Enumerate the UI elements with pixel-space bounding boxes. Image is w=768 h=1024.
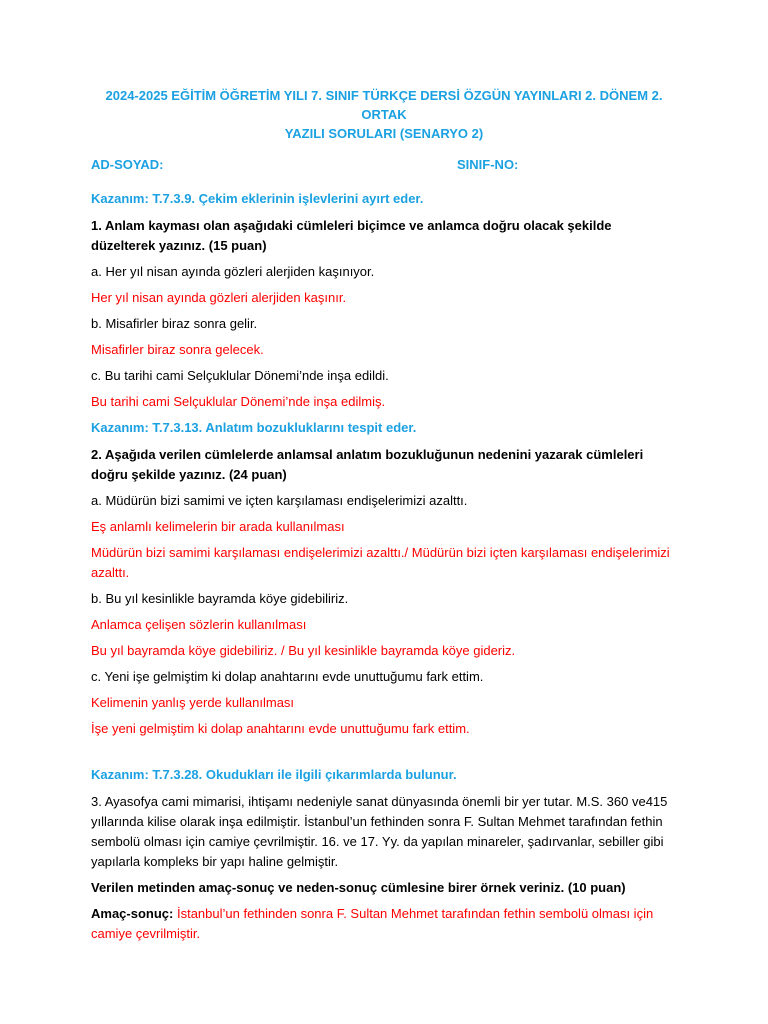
sinif-no-label: SINIF-NO: xyxy=(457,157,519,172)
q3-amac-sonuc xyxy=(91,904,677,944)
title-line-1: 2024-2025 EĞİTİM ÖĞRETİM YILI 7. SINIF TÜRKÇE DERSİ ÖZGÜN YAYINLARI 2. DÖNEM 2. ORTAK xyxy=(105,88,663,122)
question-1: 1. Anlam kayması olan aşağıdaki cümleleri biçimce ve anlamca doğru olacak şekilde düzelterek yazınız. (15 puan) xyxy=(91,218,612,253)
q1-b-text: b. Misafirler biraz sonra gelir. xyxy=(91,316,258,331)
q2-b-text: b. Bu yıl kesinlikle bayramda köye gidebiliriz. xyxy=(91,591,349,606)
amac-sonuc-answer: İstanbul’un fethinden sonra F. Sultan Mehmet tarafından fethin sembolü olması için camiye çevrilmiştir. xyxy=(91,906,654,941)
q1-c-answer: Bu tarihi cami Selçuklular Dönemi’nde inşa edilmiş. xyxy=(91,394,386,409)
q2-b-reason: Anlamca çelişen sözlerin kullanılması xyxy=(91,617,307,632)
kazanim-3: Kazanım: T.7.3.28. Okudukları ile ilgili çıkarımlarda bulunur. xyxy=(91,767,457,782)
q1-a-answer: Her yıl nisan ayında gözleri alerjiden kaşınır. xyxy=(91,290,347,305)
title-line-2: YAZILI SORULARI (SENARYO 2) xyxy=(284,126,484,141)
q1-b-answer: Misafirler biraz sonra gelecek. xyxy=(91,342,264,357)
q2-c-answer: İşe yeni gelmiştim ki dolap anahtarını evde unuttuğumu fark ettim. xyxy=(91,721,470,736)
section-spacer xyxy=(91,745,677,765)
q2-a-answer: Müdürün bizi samimi karşılaması endişelerimizi azalttı./ Müdürün bizi içten karşılaması endişelerimizi azalttı. xyxy=(91,545,670,580)
question-3: Verilen metinden amaç-sonuç ve neden-sonuç cümlesine birer örnek veriniz. (10 puan) xyxy=(91,880,626,895)
q2-b-answer: Bu yıl bayramda köye gidebiliriz. / Bu yıl kesinlikle bayramda köye gideriz. xyxy=(91,643,516,658)
q3-passage: 3. Ayasofya cami mimarisi, ihtişamı nedeniyle sanat dünyasında önemli bir yer tutar. M.S. 360 ve415 yıllarında kilise olarak inşa edilmiştir. İstanbul’un fethinden sonra F. Sultan Mehmet tarafından fethin sembolü olması için camiye çevrilmiştir. 16. ve 17. Yy. da yapılan minareler, şadırvanlar, sebiller gibi yapılarla kompleks bir yapı haline gelmiştir. xyxy=(91,794,668,869)
q1-c-text: c. Bu tarihi cami Selçuklular Dönemi’nde inşa edildi. xyxy=(91,368,389,383)
amac-sonuc-label: Amaç-sonuç: xyxy=(91,906,174,921)
q2-a-text: a. Müdürün bizi samimi ve içten karşılaması endişelerimizi azalttı. xyxy=(91,493,468,508)
q2-a-reason: Eş anlamlı kelimelerin bir arada kullanılması xyxy=(91,519,345,534)
q2-c-text: c. Yeni işe gelmiştim ki dolap anahtarını evde unuttuğumu fark ettim. xyxy=(91,669,484,684)
question-2: 2. Aşağıda verilen cümlelerde anlamsal anlatım bozukluğunun nedenini yazarak cümleleri doğru şekilde yazınız. (24 puan) xyxy=(91,447,644,482)
kazanim-2: Kazanım: T.7.3.13. Anlatım bozukluklarını tespit eder. xyxy=(91,420,417,435)
student-info-row xyxy=(91,157,677,175)
ad-soyad-label: AD-SOYAD: xyxy=(91,157,164,172)
kazanim-1: Kazanım: T.7.3.9. Çekim eklerinin işlevlerini ayırt eder. xyxy=(91,191,424,206)
q1-a-text: a. Her yıl nisan ayında gözleri alerjiden kaşınıyor. xyxy=(91,264,375,279)
exam-title xyxy=(91,86,677,143)
q2-c-reason: Kelimenin yanlış yerde kullanılması xyxy=(91,695,295,710)
